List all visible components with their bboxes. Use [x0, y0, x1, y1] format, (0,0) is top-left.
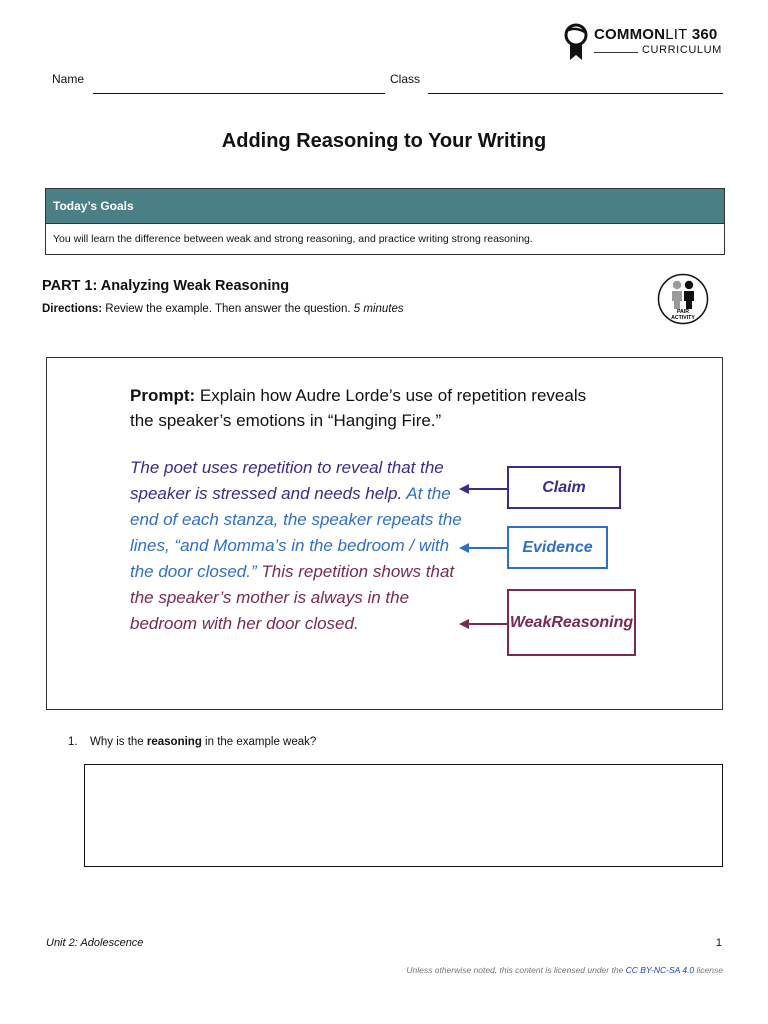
part1-title: PART 1: Analyzing Weak Reasoning: [42, 278, 290, 294]
question-text-bold: reasoning: [146, 736, 202, 748]
badge-line2: ACTIVITY: [671, 315, 695, 321]
name-label: Name: [52, 72, 85, 86]
question-text-pre: Why is the: [90, 736, 147, 748]
claim-tag: Claim: [507, 466, 621, 509]
prompt-text: Explain how Audre Lorde’s use of repetition reveals the speaker’s emotions in “Hanging Fire.”: [130, 386, 587, 430]
page-number: 1: [715, 937, 722, 949]
class-label: Class: [390, 72, 421, 86]
goals-text: You will learn the difference between weak and strong reasoning, and practice writing strong reasoning.: [53, 233, 533, 245]
example-paragraph: [130, 455, 475, 637]
directions-label: Directions:: [42, 303, 103, 315]
question-1: [68, 736, 316, 748]
badge-line1: PAIR: [676, 309, 690, 315]
part1-directions: [42, 303, 404, 315]
claim-arrow-icon: [459, 484, 507, 494]
evidence-arrow-icon: [459, 543, 507, 553]
question-number: 1.: [68, 736, 78, 748]
license-post: license: [694, 965, 723, 975]
annotation-arrows: [455, 470, 515, 640]
evidence-sentence: At the end of each stanza, the speaker repeats the lines, “and Momma’s in the bedroom / with the door closed.”: [130, 484, 462, 581]
claim-sentence: The poet uses repetition to reveal that the speaker is stressed and needs help.: [130, 458, 444, 503]
weak-tag-line1: Weak: [509, 613, 552, 631]
brand-name: COMMONLIT 360: [594, 26, 718, 43]
name-field-line[interactable]: [93, 93, 385, 94]
license-link[interactable]: CC BY-NC-SA 4.0: [625, 965, 695, 975]
brand-rule: [594, 52, 638, 53]
directions-text: Review the example. Then answer the question.: [102, 303, 354, 315]
class-field-line[interactable]: [428, 93, 723, 94]
prompt-label: Prompt:: [130, 386, 196, 405]
pair-activity-badge: [657, 273, 709, 325]
page-title: Adding Reasoning to Your Writing: [221, 130, 547, 152]
goals-box: [45, 188, 725, 255]
example-prompt: [130, 383, 610, 433]
question-text-post: in the example weak?: [201, 736, 317, 748]
weak-tag-line2: Reasoning: [551, 613, 634, 631]
brand-subtitle: CURRICULUM: [642, 44, 722, 56]
pair-activity-icon: [657, 273, 709, 325]
weak-reasoning-tag: [507, 589, 636, 656]
evidence-tag: Evidence: [507, 526, 608, 569]
reasoning-sentence: This repetition shows that the speaker’s mother is always in the bedroom with her door closed.: [130, 562, 455, 633]
reasoning-arrow-icon: [459, 619, 507, 629]
commonlit-logo: [562, 22, 732, 62]
directions-time: 5 minutes: [353, 303, 404, 315]
license-notice: [300, 965, 723, 975]
license-pre: Unless otherwise noted, this content is licensed under the: [406, 965, 626, 975]
goals-heading: Today’s Goals: [46, 189, 724, 224]
answer-box[interactable]: [84, 764, 723, 867]
footer-unit: Unit 2: Adolescence: [46, 937, 144, 949]
commonlit-logo-icon: [562, 22, 590, 62]
